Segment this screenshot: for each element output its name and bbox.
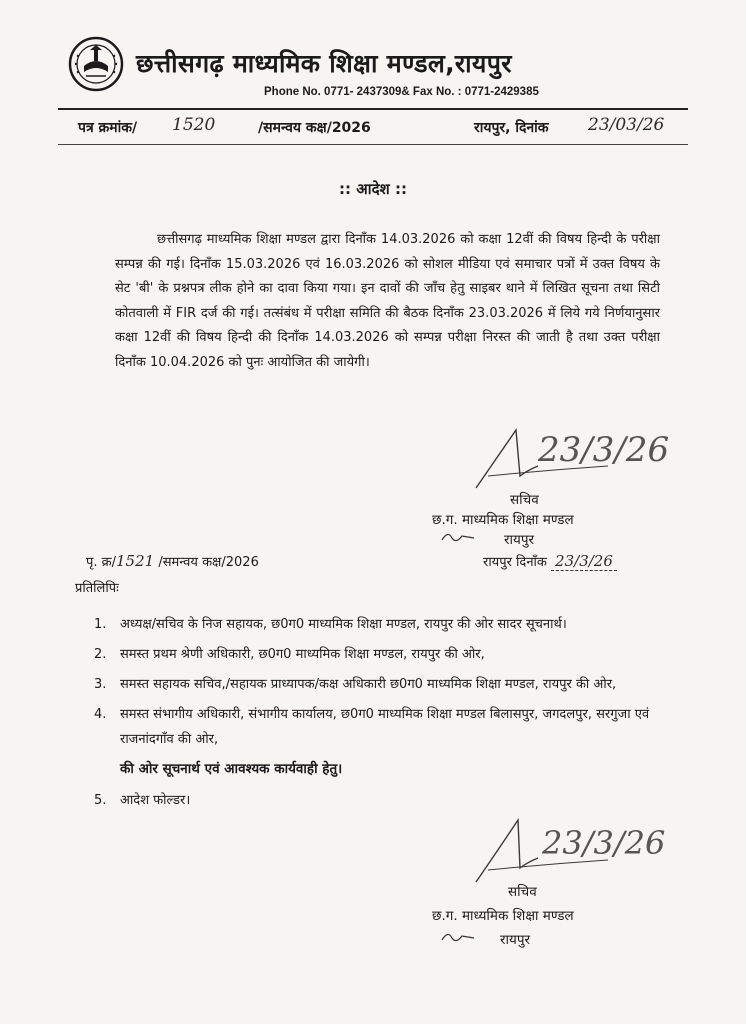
letter-number: 1520 [172,115,216,135]
signature-date: 23/3/26 [542,824,666,862]
copy-ref-section: /समन्वय कक्ष/2026 [158,555,259,570]
copy-ref-label: पृ. क्र/ [86,555,117,570]
signatory-title: सचिव [510,492,539,508]
signature-date: 23/3/26 [538,430,670,470]
list-item: 1. अध्यक्ष/सचिव के निज सहायक, छ0ग0 माध्यमिक शिक्षा मण्डल, रायपुर की ओर सादर सूचनार्थ। [94,617,567,632]
header-divider [58,108,688,110]
signatory-city: रायपुर [504,532,535,548]
list-item: 4. समस्त संभागीय अधिकारी, संभागीय कार्यालय, छ0ग0 माध्यमिक शिक्षा मण्डल बिलासपुर, जगदलपुर, सरगुजा एवं राजनांदगाँव की ओर, [94,707,650,747]
initials-scrawl-icon [438,928,478,946]
signatory-org: छ.ग. माध्यमिक शिक्षा मण्डल [432,512,574,528]
copy-recipient-list [94,612,674,818]
purpose-line: की ओर सूचनार्थ एवं आवश्यक कार्यवाही हेतु। [120,761,343,777]
copy-heading: प्रतिलिपिः [75,581,119,596]
list-item: 2. समस्त प्रथम श्रेणी अधिकारी, छ0ग0 माध्यमिक शिक्षा मण्डल, रायपुर की ओर, [94,647,485,662]
signature-block-1 [468,426,688,518]
letter-section: /समन्वय कक्ष/2026 [258,120,371,136]
list-item: 5. आदेश फोल्डर। [94,793,191,808]
letter-date: 23/03/26 [588,115,665,135]
copy-date: 23/3/26 [551,552,617,571]
contact-info: Phone No. 0771- 2437309& Fax No. : 0771-2429385 [264,86,539,98]
place-date-label: रायपुर, दिनांक [474,120,549,136]
initials-scrawl-icon [438,528,478,546]
signatory-org: छ.ग. माध्यमिक शिक्षा मण्डल [432,908,574,924]
letter-number-label: पत्र क्रमांक/ [78,120,138,136]
list-item: 3. समस्त सहायक सचिव,/सहायक प्राध्यापक/कक्ष अधिकारी छ0ग0 माध्यमिक शिक्षा मण्डल, रायपुर की ओर, [94,677,617,692]
signatory-title: सचिव [508,884,537,900]
board-emblem-icon [68,36,124,92]
signatory-city: रायपुर [500,932,531,948]
copy-ref-number: 1521 [116,552,155,570]
copy-date-label: रायपुर दिनाँक [483,555,547,570]
board-name: छत्तीसगढ़ माध्यमिक शिक्षा मण्डल,रायपुर [136,49,512,78]
signature-block-2 [468,816,688,908]
order-body: छत्तीसगढ़ माध्यमिक शिक्षा मण्डल द्वारा दिनाँक 14.03.2026 को कक्षा 12वीं की विषय हिन्दी के परीक्षा सम्पन्न की गई। दिनाँक 15.03.2026 एवं 16.03.2026 को सोशल मीडिया एवं समाचार पत्रों में उक्त विषय के सेट 'बी' के प्रश्नपत्र लीक होने का दावा किया गया। इन दावों की जाँच हेतु साइबर थाने में लिखित सूचना तथा सिटी कोतवाली में FIR दर्ज की गई। तत्संबंध में परीक्षा समिति की बैठक दिनाँक 23.03.2026 में लिये गये निर्णयानुसार कक्षा 12वीं की विषय हिन्दी की दिनाँक 14.03.2026 को सम्पन्न परीक्षा निरस्त की जाती है तथा उक्त परीक्षा दिनाँक 10.04.2026 को पुनः आयोजित की जायेगी। [115,232,660,370]
copy-date-row [483,552,617,570]
copy-reference [86,552,259,570]
reference-divider [58,144,688,145]
order-title: :: आदेश :: [339,180,407,198]
